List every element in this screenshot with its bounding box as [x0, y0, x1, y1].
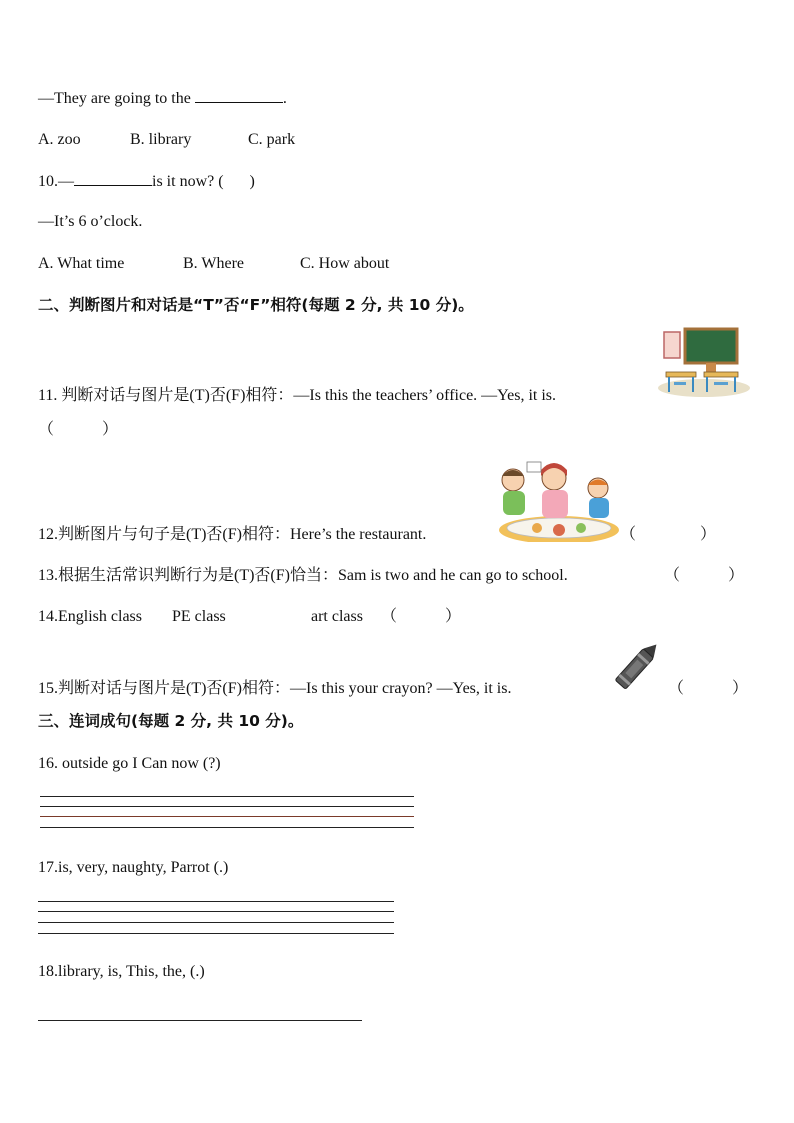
section-2-title: 二、判断图片和对话是“T”否“F”相符(每题 2 分, 共 10 分)。	[38, 296, 474, 314]
q9-blank[interactable]	[195, 88, 283, 103]
q10-prefix: 10.—	[38, 173, 74, 190]
q12-text: 12.判断图片与句子是(T)否(F)相符：Here’s the restaurant.	[38, 526, 427, 543]
restaurant-picture	[497, 456, 619, 542]
q14-item-pe: PE class	[172, 608, 226, 625]
q9-end: .	[282, 90, 287, 107]
q10-option-c[interactable]: C. How about	[300, 255, 390, 272]
q16-line-3	[40, 816, 414, 817]
q9-option-c[interactable]: C. park	[248, 131, 296, 148]
q10-blank[interactable]	[74, 171, 152, 186]
q13-answer-paren[interactable]: （ ）	[664, 567, 745, 584]
q10-close: )	[249, 173, 255, 190]
q16-line-4	[40, 827, 414, 828]
q12-row	[38, 525, 426, 545]
q17-line-3	[38, 922, 394, 923]
q9-sentence	[38, 88, 287, 109]
q10-options	[38, 254, 389, 274]
q9-options	[38, 130, 295, 150]
q9-option-a[interactable]: A. zoo	[38, 131, 81, 148]
crayon-picture	[606, 637, 668, 695]
q14-item-art: art class	[311, 608, 363, 625]
q12-answer-paren[interactable]: （ ）	[620, 526, 717, 543]
q9-answer-text: —They are going to the	[38, 90, 191, 107]
q18-text: 18.library, is, This, the, (.)	[38, 963, 205, 980]
q18-writing-line[interactable]	[38, 1020, 362, 1021]
q13-text: 13.根据生活常识判断行为是(T)否(F)恰当：Sam is two and he can go to school.	[38, 567, 568, 584]
q11-text: 11. 判断对话与图片是(T)否(F)相符：—Is this the teachers’ office. —Yes, it is.	[38, 387, 557, 404]
q17-text: 17.is, very, naughty, Parrot (.)	[38, 859, 229, 876]
q10-option-a[interactable]: A. What time	[38, 255, 125, 272]
q10-option-b[interactable]: B. Where	[183, 255, 245, 272]
q17-line-1	[38, 901, 394, 902]
q14-row	[38, 607, 461, 627]
q16-text: 16. outside go I Can now (?)	[38, 755, 221, 772]
q15-answer-paren[interactable]: （ ）	[668, 680, 749, 697]
classroom-picture	[654, 326, 754, 398]
q14-answer-paren[interactable]: （ ）	[381, 608, 462, 625]
q14-item-english: 14.English class	[38, 608, 142, 625]
q10-suffix: is it now? (	[152, 173, 224, 190]
q10-answer: —It’s 6 o’clock.	[38, 213, 143, 230]
q15-text: 15.判断对话与图片是(T)否(F)相符：—Is this your crayon? —Yes, it is.	[38, 680, 512, 697]
q11-answer-paren[interactable]: （ ）	[38, 421, 119, 438]
q9-option-b[interactable]: B. library	[130, 131, 192, 148]
q10-question	[38, 171, 255, 192]
q16-line-2	[40, 806, 414, 807]
q16-line-1	[40, 796, 414, 797]
q17-line-4	[38, 933, 394, 934]
q17-line-2	[38, 911, 394, 912]
section-3-title: 三、连词成句(每题 2 分, 共 10 分)。	[38, 712, 304, 730]
